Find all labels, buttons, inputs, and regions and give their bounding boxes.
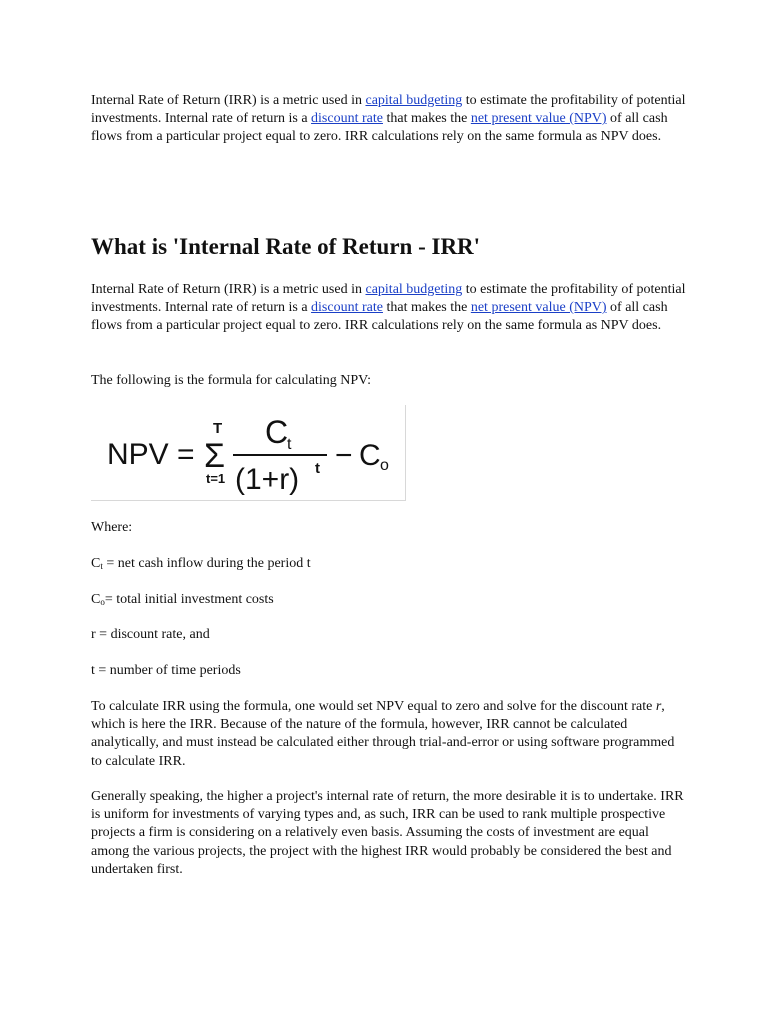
where-label: Where: — [91, 520, 133, 535]
irr-calculation-paragraph — [91, 698, 687, 771]
formula-numerator: C — [265, 414, 289, 450]
formula-c0: C — [359, 439, 381, 472]
capital-budgeting-link[interactable]: capital budgeting — [365, 93, 463, 108]
formula-denominator: (1+r) — [235, 463, 300, 496]
definition-paragraph — [91, 281, 687, 336]
formula-sigma: Σ — [204, 437, 226, 475]
formula-sum-lower: t=1 — [206, 471, 226, 486]
formula-equals: = — [177, 438, 195, 471]
irr-calc-text-2: , which is here the IRR. Because of the nature of the formula, however, IRR cannot be calculated analytically, and must instead be calculated either through trial-and-error or using software programmed to calculate IRR. — [91, 699, 675, 769]
definition-text: = discount rate, and — [95, 627, 210, 642]
discount-rate-link[interactable]: discount rate — [311, 111, 383, 127]
definition-t — [91, 662, 241, 680]
formula-lhs: NPV — [107, 438, 169, 471]
irr-ranking-paragraph: Generally speaking, the higher a project's internal rate of return, the more desirable it is to undertake. IRR is uniform for investments of varying types and, as such, IRR can be used to rank multiple prospective projects a firm is considering on a relatively even basis. Assuming the costs of investment are equal among the various projects, the project with the highest IRR would probably be considered the best and undertaken first. — [91, 789, 684, 877]
intro-text-1: Internal Rate of Return (IRR) is a metric used in — [91, 93, 366, 108]
irr-calc-variable-r: r — [655, 699, 662, 714]
definition-symbol: t — [91, 663, 95, 678]
discount-rate-link[interactable]: discount rate — [311, 300, 383, 316]
formula-numerator-sub: t — [287, 436, 292, 453]
definition-symbol: r — [91, 627, 96, 642]
irr-calc-text-1: To calculate IRR using the formula, one would set NPV equal to zero and solve for the discount rate — [91, 699, 656, 714]
definition-subscript: o — [100, 597, 105, 607]
formula-lead-text: The following is the formula for calculating NPV: — [91, 373, 372, 388]
intro-text-2: to estimate the profitability of potential investments. Internal rate of return is a — [91, 93, 686, 127]
definition-subscript: t — [100, 561, 103, 571]
capital-budgeting-link[interactable]: capital budgeting — [365, 282, 463, 297]
definition-text: = net cash inflow during the period t — [102, 556, 311, 571]
npv-formula-image — [91, 405, 406, 501]
formula-c0-sub: o — [380, 457, 389, 474]
intro-paragraph — [91, 92, 687, 147]
npv-formula-svg — [91, 405, 405, 500]
definition-r — [91, 626, 210, 644]
definition-co — [91, 591, 274, 609]
body-text-2: to estimate the profitability of potential investments. Internal rate of return is a — [91, 282, 686, 316]
net-present-value-link[interactable]: net present value (NPV) — [470, 300, 607, 316]
definition-ct — [91, 555, 311, 573]
definition-text: = total initial investment costs — [104, 592, 274, 607]
body-text-4: of all cash flows from a particular project equal to zero. IRR calculations rely on the same formula as NPV does. — [91, 300, 668, 334]
page-heading: What is 'Internal Rate of Return - IRR' — [91, 234, 481, 259]
formula-sum-upper: T — [213, 420, 223, 437]
formula-denominator-sup: t — [315, 460, 320, 477]
definition-text: = number of time periods — [94, 663, 241, 678]
definition-symbol: C — [91, 592, 101, 607]
intro-text-3: that makes the — [382, 111, 471, 127]
body-text-3: that makes the — [382, 300, 471, 316]
formula-minus: − — [335, 439, 353, 472]
definition-symbol: C — [91, 556, 101, 571]
net-present-value-link[interactable]: net present value (NPV) — [470, 111, 607, 127]
body-text-1: Internal Rate of Return (IRR) is a metric used in — [91, 282, 366, 297]
intro-text-4: of all cash flows from a particular project equal to zero. IRR calculations rely on the same formula as NPV does. — [91, 111, 668, 145]
